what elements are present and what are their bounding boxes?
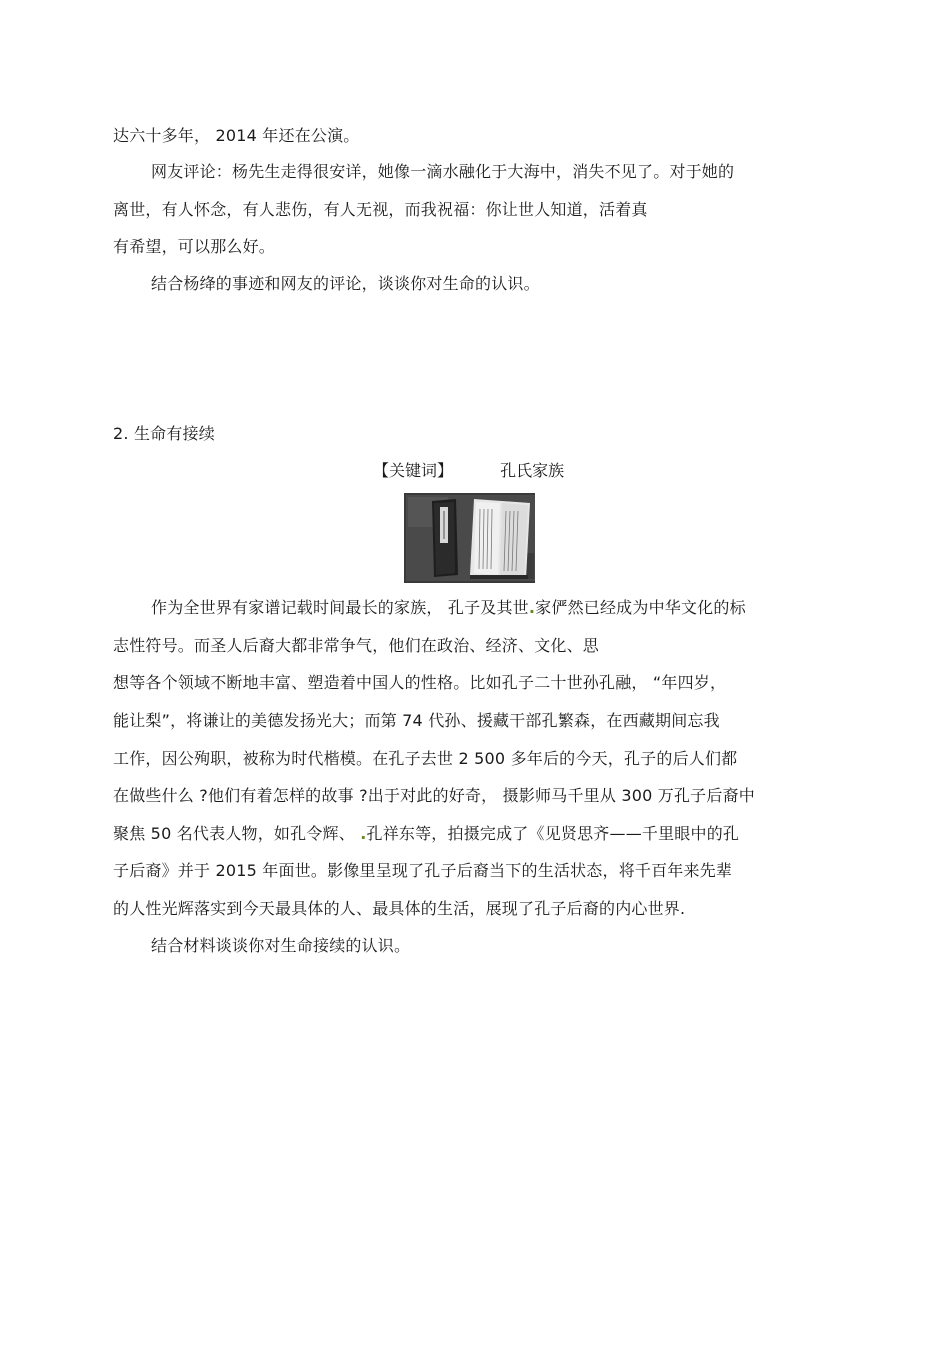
paragraph-line: 达六十多年， 2014 年还在公演。 — [113, 126, 360, 145]
paragraph-line: 想等各个领域不断地丰富、塑造着中国人的性格。比如孔子二十世孙孔融， “年四岁， — [113, 673, 727, 692]
paragraph-line: 工作，因公殉职，被称为时代楷模。在孔子去世 2 500 多年后的今天，孔子的后人们都 — [113, 749, 738, 768]
paragraph-line: 的人性光辉落实到今天最具体的人、最具体的生活，展现了孔子后裔的内心世界. — [113, 899, 686, 918]
paragraph-text: 孔祥东等，拍摄完成了《见贤思齐——千里眼中的孔 — [366, 824, 740, 843]
paragraph-line — [151, 598, 746, 620]
keyword-label: 【关键词】 — [373, 461, 454, 480]
paragraph-line: 在做些什么 ?他们有着怎样的故事 ?出于对此的好奇， 摄影师马千里从 300 万孔子后裔中 — [113, 786, 755, 805]
section-heading: 2. 生命有接续 — [113, 424, 215, 443]
paragraph-line: 结合杨绛的事迹和网友的评论，谈谈你对生命的认识。 — [151, 274, 540, 293]
keyword-value: 孔氏家族 — [500, 461, 565, 480]
marker-dot: . — [360, 824, 367, 843]
paragraph-line: 离世，有人怀念，有人悲伤，有人无视，而我祝福：你让世人知道，活着真 — [113, 200, 648, 219]
paragraph-line: 志性符号。而圣人后裔大都非常争气，他们在政治、经济、文化、思 — [113, 636, 600, 655]
paragraph-line: 子后裔》并于 2015 年面世。影像里呈现了孔子后裔当下的生活状态，将千百年来先辈 — [113, 861, 733, 880]
paragraph-text: 作为全世界有家谱记载时间最长的家族， 孔子及其世 — [151, 598, 529, 617]
paragraph-line: 网友评论：杨先生走得很安详，她像一滴水融化于大海中，消失不见了。对于她的 — [151, 162, 735, 181]
paragraph-text: 聚焦 50 名代表人物，如孔令辉、 — [113, 824, 361, 843]
paragraph-text: 家俨然已经成为中华文化的标 — [535, 598, 746, 617]
marker-dot: . — [528, 598, 536, 617]
paragraph-line: 能让梨”，将谦让的美德发扬光大；而第 74 代孙、援藏干部孔繁森，在西藏期间忘我 — [113, 711, 720, 730]
paragraph-line — [113, 824, 739, 846]
paragraph-line: 有希望，可以那么好。 — [113, 237, 276, 256]
keyword-row — [373, 461, 564, 481]
paragraph-line: 结合材料谈谈你对生命接续的认识。 — [151, 936, 411, 955]
ancient-book-photo-icon — [404, 493, 541, 583]
